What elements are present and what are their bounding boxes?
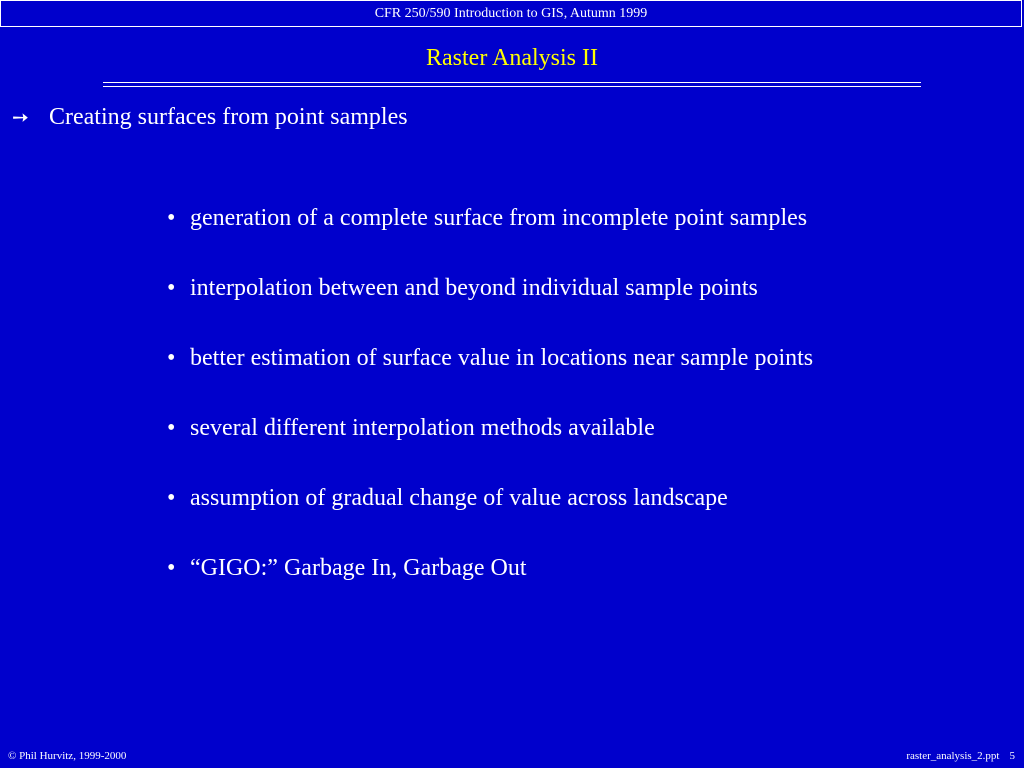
bullet-text: several different interpolation methods available	[190, 415, 655, 441]
bullet-dot-icon: •	[167, 415, 176, 441]
header-bar	[0, 0, 1022, 27]
bullet-dot-icon: •	[167, 555, 176, 581]
page-number: 5	[1009, 750, 1015, 762]
course-title: CFR 250/590 Introduction to GIS, Autumn 1999	[374, 6, 648, 21]
bullet-item	[160, 207, 860, 229]
curved-arrow-icon: ➙	[12, 105, 29, 129]
bullet-item	[160, 557, 860, 579]
slide-title: Raster Analysis II	[426, 45, 598, 71]
bullet-text: “GIGO:” Garbage In, Garbage Out	[190, 555, 527, 581]
footer-copyright: © Phil Hurvitz, 1999-2000	[8, 750, 127, 762]
title-divider	[103, 82, 921, 87]
bullet-item	[160, 347, 860, 369]
bullet-item	[160, 277, 860, 299]
bullet-text: assumption of gradual change of value across landscape	[190, 485, 728, 511]
main-point	[12, 101, 408, 133]
footer-file-info	[906, 749, 1015, 763]
footer-filename: raster_analysis_2.ppt	[906, 750, 1000, 762]
bullet-text: interpolation between and beyond individual sample points	[190, 275, 758, 301]
bullet-dot-icon: •	[167, 275, 176, 301]
bullet-list	[160, 207, 860, 627]
bullet-item	[160, 417, 860, 439]
main-point-text: Creating surfaces from point samples	[49, 104, 408, 130]
bullet-text: better estimation of surface value in locations near sample points	[190, 345, 814, 371]
bullet-dot-icon: •	[167, 345, 176, 371]
bullet-text: generation of a complete surface from incomplete point samples	[190, 205, 808, 231]
bullet-dot-icon: •	[167, 205, 176, 231]
bullet-dot-icon: •	[167, 485, 176, 511]
bullet-item	[160, 487, 860, 509]
